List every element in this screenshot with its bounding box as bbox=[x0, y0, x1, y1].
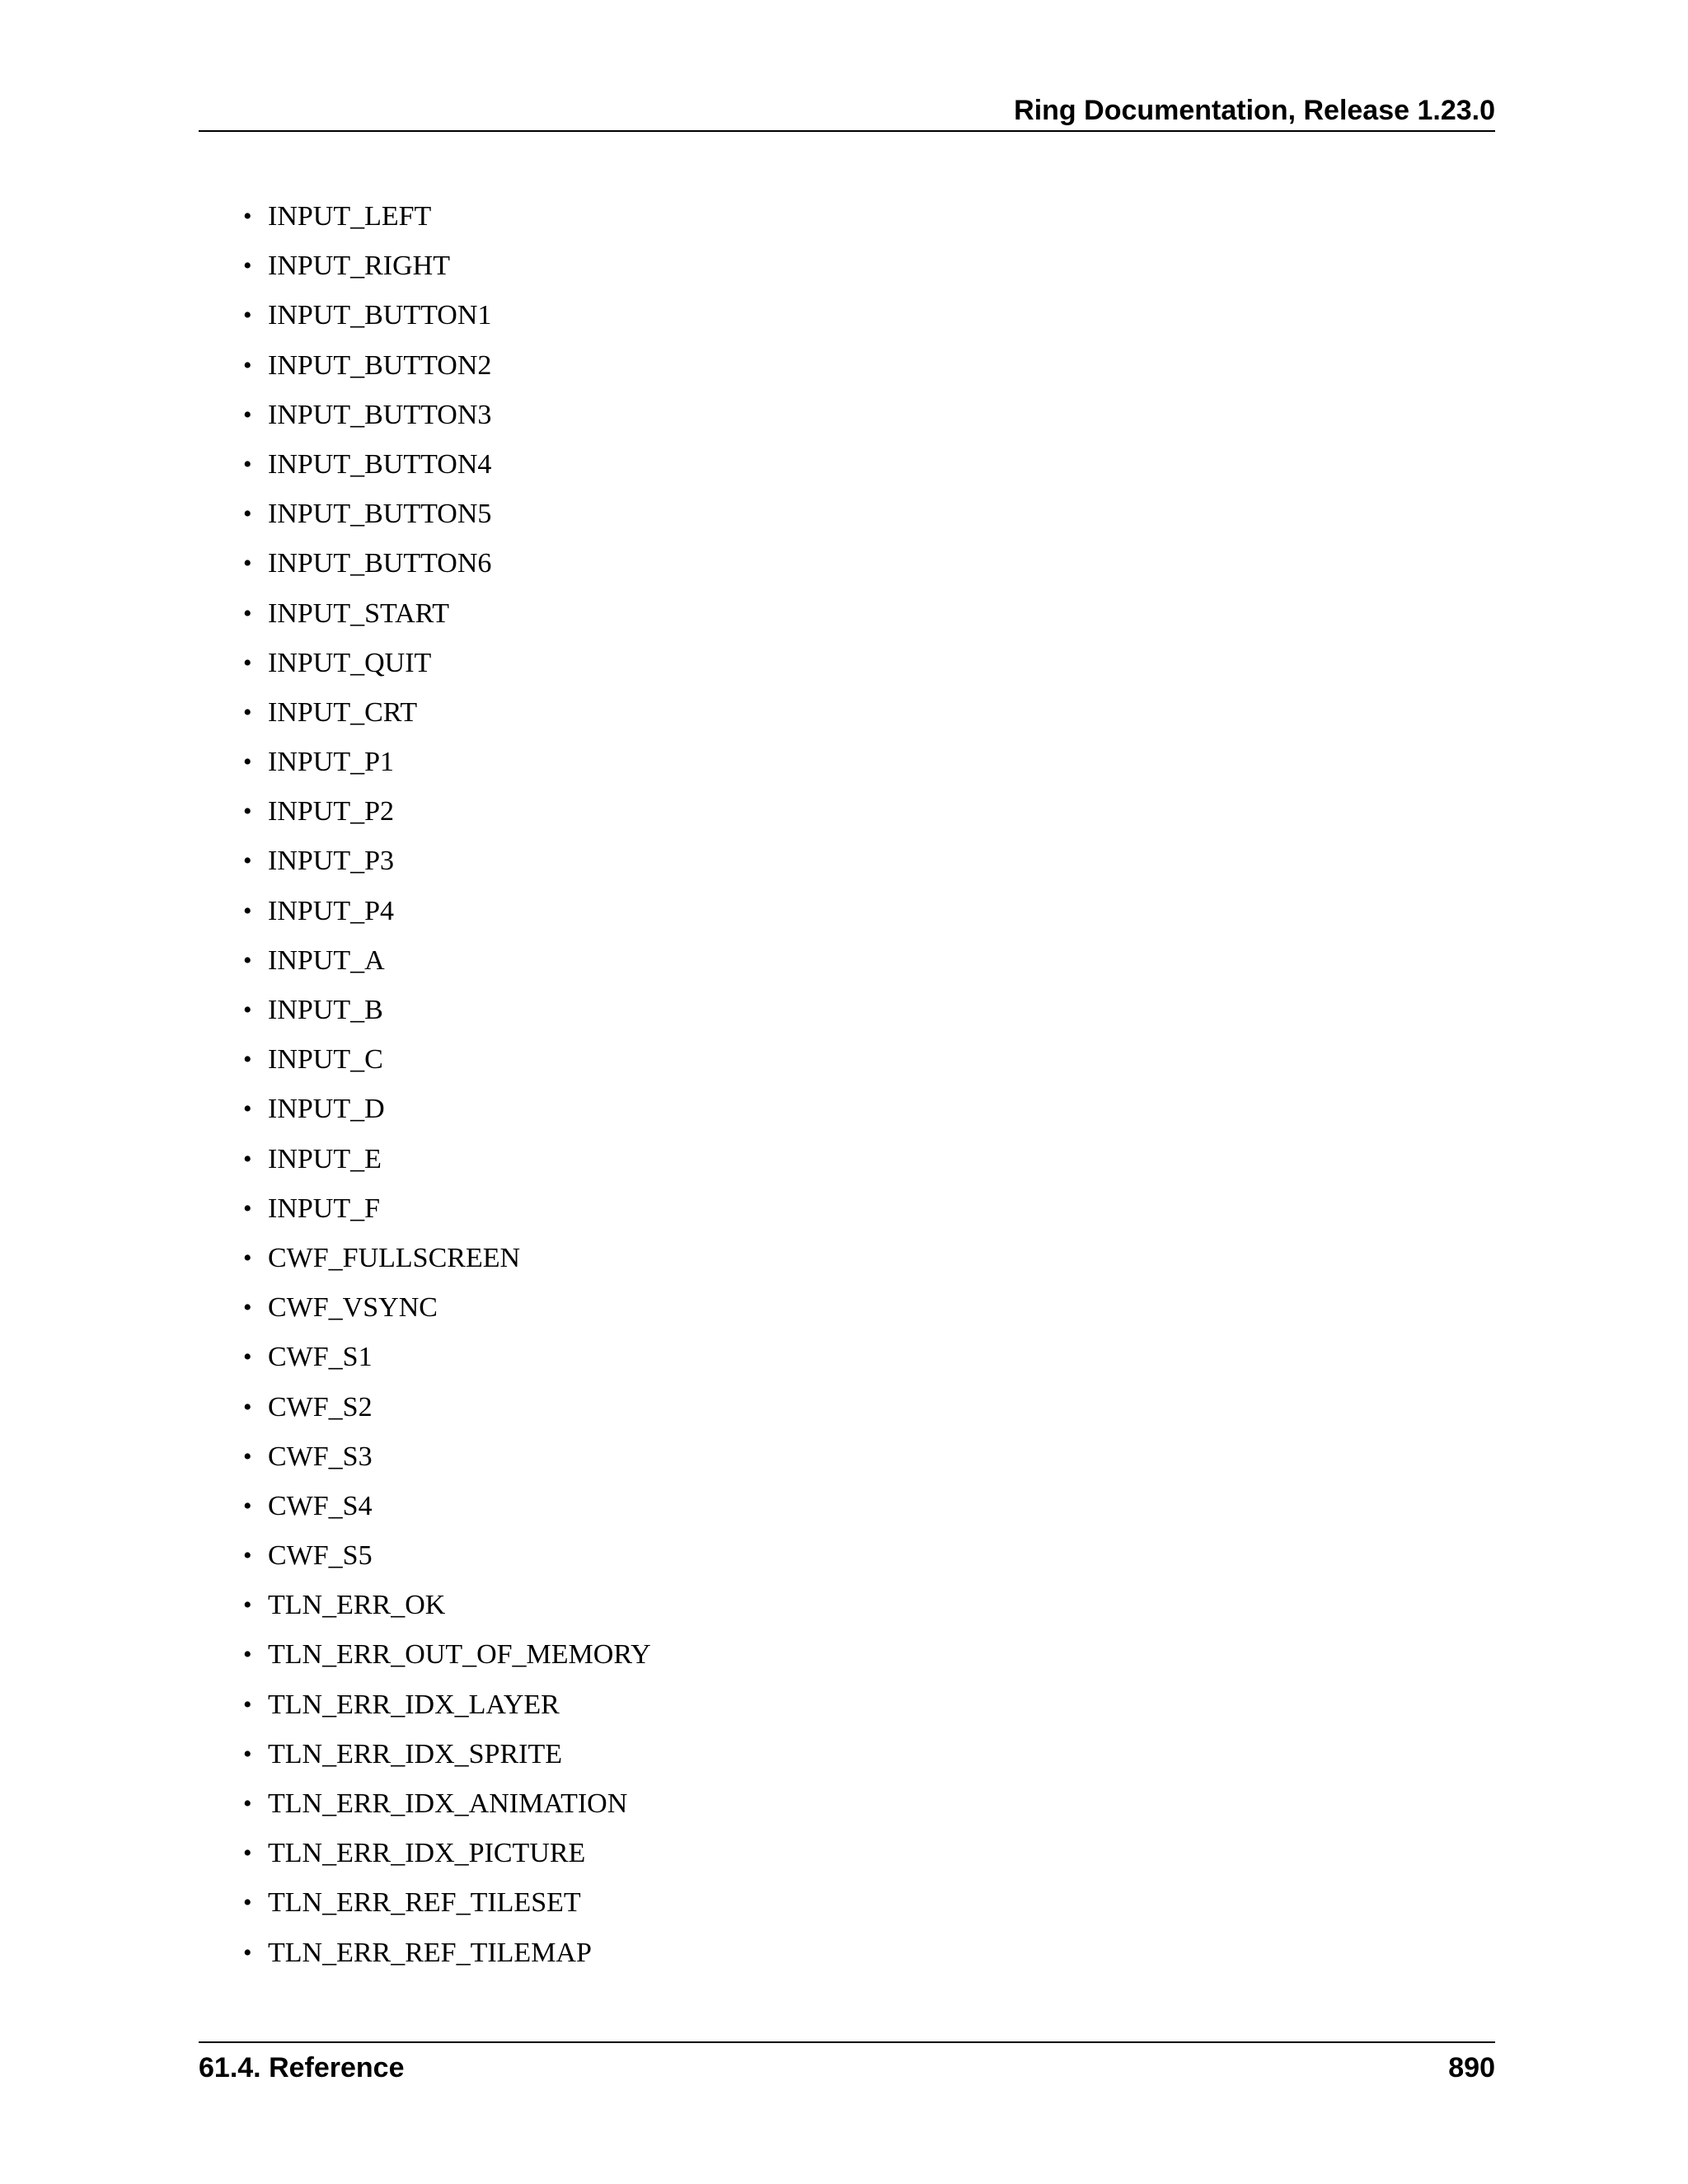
list-item-label: TLN_ERR_OK bbox=[268, 1590, 446, 1621]
bullet-icon: • bbox=[243, 351, 252, 379]
list-item bbox=[243, 887, 651, 936]
list-item-label: INPUT_BUTTON1 bbox=[268, 300, 492, 331]
list-item-label: CWF_FULLSCREEN bbox=[268, 1242, 521, 1273]
list-item bbox=[243, 1283, 651, 1333]
list-item-label: INPUT_BUTTON6 bbox=[268, 548, 492, 579]
list-item-label: INPUT_BUTTON3 bbox=[268, 399, 492, 430]
list-item bbox=[243, 1730, 651, 1779]
list-item bbox=[243, 1035, 651, 1085]
list-item bbox=[243, 490, 651, 539]
section-title: 61.4. Reference bbox=[199, 2052, 405, 2083]
list-item-label: TLN_ERR_REF_TILESET bbox=[268, 1887, 581, 1919]
page-number: 890 bbox=[1448, 2052, 1495, 2083]
list-item-label: TLN_ERR_OUT_OF_MEMORY bbox=[268, 1639, 651, 1671]
list-item-label: INPUT_P1 bbox=[268, 747, 395, 778]
list-item bbox=[243, 1630, 651, 1680]
bullet-icon: • bbox=[243, 1591, 252, 1619]
bullet-icon: • bbox=[243, 996, 252, 1024]
bullet-icon: • bbox=[243, 1492, 252, 1520]
list-item-label: CWF_VSYNC bbox=[268, 1292, 438, 1324]
list-item bbox=[243, 639, 651, 688]
list-item-label: CWF_S1 bbox=[268, 1342, 373, 1373]
list-item-label: INPUT_E bbox=[268, 1143, 382, 1174]
bullet-icon: • bbox=[243, 847, 252, 875]
list-item-label: INPUT_P2 bbox=[268, 796, 395, 827]
list-item bbox=[243, 986, 651, 1035]
bullet-icon: • bbox=[243, 1790, 252, 1817]
list-item bbox=[243, 1184, 651, 1234]
bullet-icon: • bbox=[243, 1938, 252, 1966]
bullet-icon: • bbox=[243, 1194, 252, 1222]
list-item bbox=[243, 1383, 651, 1432]
bullet-icon: • bbox=[243, 1542, 252, 1570]
bullet-icon: • bbox=[243, 401, 252, 429]
bullet-icon: • bbox=[243, 1145, 252, 1173]
bullet-icon: • bbox=[243, 897, 252, 925]
bullet-icon: • bbox=[243, 1442, 252, 1470]
list-item bbox=[243, 291, 651, 340]
page-header bbox=[199, 91, 1495, 132]
list-item-label: INPUT_F bbox=[268, 1193, 381, 1224]
list-item-label: TLN_ERR_IDX_ANIMATION bbox=[268, 1788, 628, 1819]
list-item bbox=[243, 1829, 651, 1878]
list-item bbox=[243, 1531, 651, 1581]
bullet-icon: • bbox=[243, 1244, 252, 1272]
list-item-label: INPUT_C bbox=[268, 1044, 383, 1076]
list-item bbox=[243, 738, 651, 787]
list-item-label: INPUT_P4 bbox=[268, 895, 395, 926]
list-item-label: TLN_ERR_REF_TILEMAP bbox=[268, 1937, 592, 1968]
bullet-icon: • bbox=[243, 798, 252, 826]
list-item bbox=[243, 1482, 651, 1531]
list-item bbox=[243, 241, 651, 291]
list-item bbox=[243, 1929, 651, 1978]
bullet-icon: • bbox=[243, 203, 252, 230]
list-item-label: INPUT_QUIT bbox=[268, 647, 432, 678]
bullet-icon: • bbox=[243, 500, 252, 528]
list-item bbox=[243, 837, 651, 886]
list-item bbox=[243, 1581, 651, 1630]
list-item-label: CWF_S5 bbox=[268, 1540, 373, 1572]
bullet-icon: • bbox=[243, 649, 252, 677]
bullet-icon: • bbox=[243, 946, 252, 974]
list-item-label: INPUT_P3 bbox=[268, 846, 395, 877]
bullet-icon: • bbox=[243, 302, 252, 330]
page-footer bbox=[199, 2041, 1495, 2089]
list-item-label: INPUT_A bbox=[268, 944, 385, 976]
list-item bbox=[243, 192, 651, 241]
bullet-icon: • bbox=[243, 1095, 252, 1123]
list-item bbox=[243, 1085, 651, 1134]
bullet-icon: • bbox=[243, 550, 252, 578]
bullet-icon: • bbox=[243, 1393, 252, 1421]
bullet-icon: • bbox=[243, 1641, 252, 1669]
list-item-label: INPUT_B bbox=[268, 995, 383, 1025]
list-item-label: TLN_ERR_IDX_LAYER bbox=[268, 1689, 560, 1720]
list-item-label: CWF_S2 bbox=[268, 1391, 373, 1422]
list-item bbox=[243, 688, 651, 738]
bullet-icon: • bbox=[243, 1343, 252, 1371]
bullet-icon: • bbox=[243, 1740, 252, 1768]
list-item bbox=[243, 1135, 651, 1184]
constants-list bbox=[243, 192, 651, 1978]
list-item bbox=[243, 589, 651, 639]
bullet-icon: • bbox=[243, 450, 252, 478]
list-item bbox=[243, 1680, 651, 1730]
bullet-icon: • bbox=[243, 1046, 252, 1074]
list-item bbox=[243, 787, 651, 837]
list-item bbox=[243, 1779, 651, 1829]
list-item bbox=[243, 1878, 651, 1928]
bullet-icon: • bbox=[243, 599, 252, 627]
bullet-icon: • bbox=[243, 1690, 252, 1718]
bullet-icon: • bbox=[243, 748, 252, 776]
bullet-icon: • bbox=[243, 252, 252, 280]
bullet-icon: • bbox=[243, 1294, 252, 1322]
list-item-label: INPUT_START bbox=[268, 598, 450, 629]
list-item bbox=[243, 391, 651, 440]
list-item-label: INPUT_CRT bbox=[268, 696, 418, 728]
list-item-label: INPUT_BUTTON2 bbox=[268, 349, 492, 381]
list-item bbox=[243, 936, 651, 986]
list-item bbox=[243, 341, 651, 391]
bullet-icon: • bbox=[243, 1889, 252, 1917]
list-item bbox=[243, 1333, 651, 1382]
list-item-label: INPUT_BUTTON4 bbox=[268, 448, 492, 480]
bullet-icon: • bbox=[243, 698, 252, 726]
list-item-label: TLN_ERR_IDX_PICTURE bbox=[268, 1838, 586, 1869]
list-item-label: TLN_ERR_IDX_SPRITE bbox=[268, 1738, 562, 1769]
list-item bbox=[243, 1234, 651, 1283]
list-item-label: INPUT_BUTTON5 bbox=[268, 499, 492, 530]
list-item bbox=[243, 1432, 651, 1482]
list-item-label: INPUT_D bbox=[268, 1094, 385, 1125]
list-item-label: CWF_S4 bbox=[268, 1490, 373, 1521]
bullet-icon: • bbox=[243, 1840, 252, 1868]
list-item-label: INPUT_LEFT bbox=[268, 201, 432, 232]
list-item bbox=[243, 539, 651, 588]
document-title: Ring Documentation, Release 1.23.0 bbox=[1014, 95, 1495, 126]
list-item-label: INPUT_RIGHT bbox=[268, 251, 450, 282]
list-item bbox=[243, 440, 651, 490]
list-item-label: CWF_S3 bbox=[268, 1441, 373, 1472]
